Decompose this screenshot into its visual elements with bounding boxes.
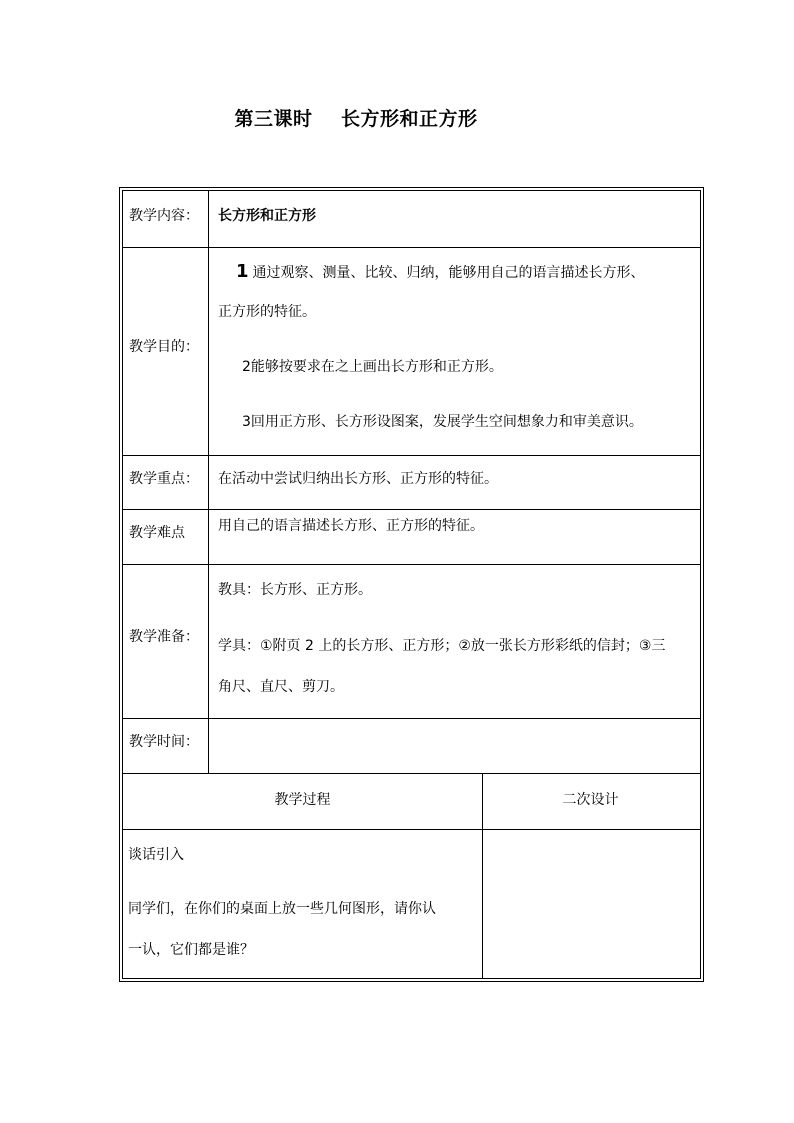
- label-column-divider: [208, 191, 209, 774]
- row-divider: [123, 455, 700, 456]
- preparation-teacher: 教具：长方形、正方形。: [218, 582, 372, 598]
- row-divider: [123, 564, 700, 565]
- content-value: 长方形和正方形: [218, 208, 316, 224]
- intro-line-1: 同学们，在你们的桌面上放一些几何图形，请你认: [128, 901, 436, 917]
- difficulties-value: 用自己的语言描述长方形、正方形的特征。: [218, 518, 484, 534]
- objective-item-3: 3回用正方形、长方形设图案，发展学生空间想象力和审美意识。: [242, 414, 643, 430]
- intro-title: 谈话引入: [128, 847, 184, 863]
- page-title: 第三课时 长方形和正方形: [234, 108, 478, 130]
- preparation-student-line-1: 学具：①附页 2 上的长方形、正方形；②放一张长方形彩纸的信封；③三: [218, 638, 666, 654]
- row-divider: [123, 247, 700, 248]
- time-label: 教学时间：: [129, 734, 199, 750]
- preparation-label: 教学准备：: [129, 629, 199, 645]
- difficulties-label: 教学难点: [129, 525, 185, 541]
- objective-item-1-text: 通过观察、测量、比较、归纳，能够用自己的语言描述长方形、: [252, 265, 645, 281]
- objective-item-2: 2能够按要求在之上画出长方形和正方形。: [242, 359, 503, 375]
- row-divider: [123, 718, 700, 719]
- intro-line-2: 一认，它们都是谁？: [128, 942, 254, 958]
- redesign-header: 二次设计: [562, 792, 619, 808]
- lesson-plan-table-inner: [122, 190, 701, 979]
- key-points-value: 在活动中尝试归纳出长方形、正方形的特征。: [218, 471, 498, 487]
- row-divider: [123, 773, 700, 774]
- content-label: 教学内容：: [129, 208, 199, 224]
- row-divider: [123, 829, 700, 830]
- objectives-label: 教学目的：: [129, 339, 199, 355]
- preparation-student-line-2: 角尺、直尺、剪刀。: [218, 679, 344, 695]
- process-header: 教学过程: [274, 792, 331, 808]
- objective-item-1-line-1: [236, 263, 645, 282]
- objective-item-1-line-2: 正方形的特征。: [218, 304, 316, 320]
- row-divider: [123, 509, 700, 510]
- lesson-plan-table: [119, 187, 704, 982]
- key-points-label: 教学重点：: [129, 471, 199, 487]
- objective-item-1-number: 1: [236, 261, 249, 282]
